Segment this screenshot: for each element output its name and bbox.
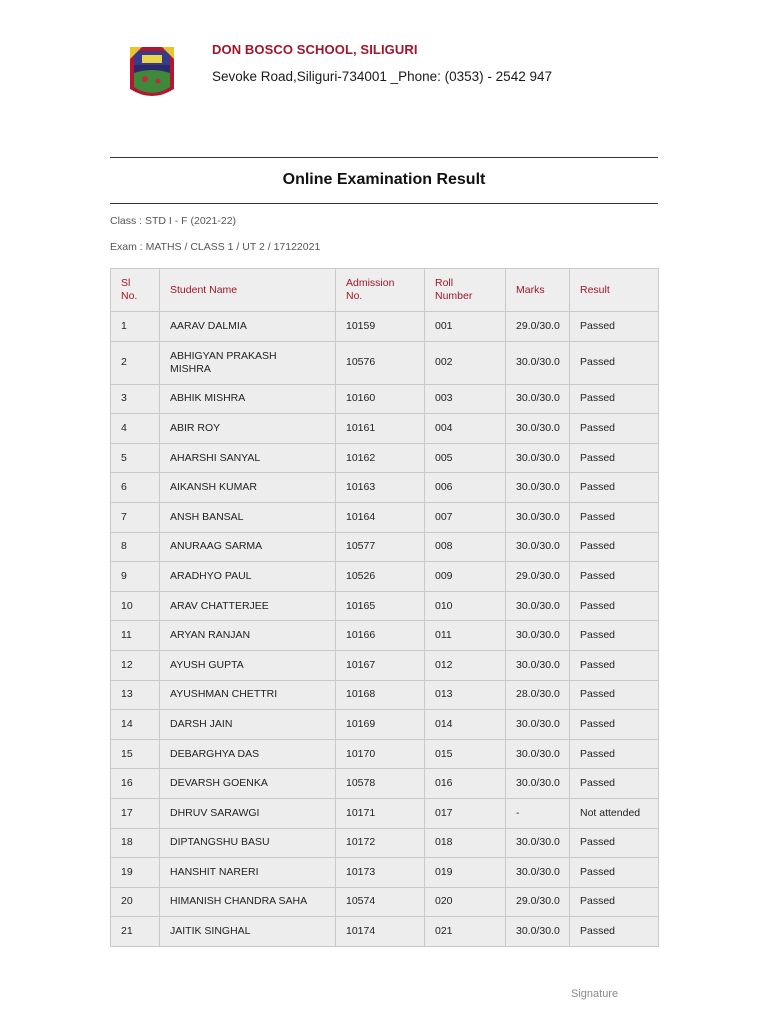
- cell-sl: 5: [111, 443, 160, 473]
- cell-marks: 30.0/30.0: [506, 341, 570, 384]
- cell-name: ARAV CHATTERJEE: [160, 591, 336, 621]
- cell-roll: 021: [425, 917, 506, 947]
- table-row: [111, 650, 659, 680]
- cell-roll: 019: [425, 858, 506, 888]
- cell-adm: 10168: [336, 680, 425, 710]
- cell-marks: -: [506, 798, 570, 828]
- cell-sl: 4: [111, 414, 160, 444]
- cell-name: JAITIK SINGHAL: [160, 917, 336, 947]
- table-header-row: [111, 269, 659, 312]
- cell-result: Passed: [570, 502, 659, 532]
- cell-sl: 19: [111, 858, 160, 888]
- cell-sl: 18: [111, 828, 160, 858]
- cell-result: Passed: [570, 341, 659, 384]
- cell-adm: 10159: [336, 312, 425, 342]
- table-row: [111, 798, 659, 828]
- signature-label: Signature: [571, 988, 619, 1000]
- cell-roll: 018: [425, 828, 506, 858]
- cell-result: Passed: [570, 828, 659, 858]
- cell-result: Passed: [570, 562, 659, 592]
- results-table: [110, 268, 659, 947]
- cell-roll: 008: [425, 532, 506, 562]
- cell-adm: 10163: [336, 473, 425, 503]
- cell-result: Passed: [570, 621, 659, 651]
- cell-sl: 17: [111, 798, 160, 828]
- cell-sl: 6: [111, 473, 160, 503]
- cell-marks: 30.0/30.0: [506, 858, 570, 888]
- cell-sl: 20: [111, 887, 160, 917]
- header-result: Result: [570, 269, 659, 312]
- cell-result: Passed: [570, 887, 659, 917]
- cell-marks: 30.0/30.0: [506, 710, 570, 740]
- cell-sl: 10: [111, 591, 160, 621]
- cell-result: Passed: [570, 443, 659, 473]
- table-row: [111, 769, 659, 799]
- cell-sl: 21: [111, 917, 160, 947]
- cell-marks: 29.0/30.0: [506, 562, 570, 592]
- cell-adm: 10165: [336, 591, 425, 621]
- table-row: [111, 502, 659, 532]
- cell-adm: 10574: [336, 887, 425, 917]
- cell-result: Passed: [570, 312, 659, 342]
- header-student-name: Student Name: [160, 269, 336, 312]
- cell-roll: 001: [425, 312, 506, 342]
- cell-name: ARYAN RANJAN: [160, 621, 336, 651]
- cell-name: ANURAAG SARMA: [160, 532, 336, 562]
- cell-roll: 003: [425, 384, 506, 414]
- divider-top: [110, 157, 658, 158]
- cell-sl: 7: [111, 502, 160, 532]
- cell-adm: 10166: [336, 621, 425, 651]
- cell-marks: 30.0/30.0: [506, 769, 570, 799]
- table-row: [111, 858, 659, 888]
- cell-name: HANSHIT NARERI: [160, 858, 336, 888]
- header-marks: Marks: [506, 269, 570, 312]
- cell-result: Passed: [570, 710, 659, 740]
- cell-roll: 009: [425, 562, 506, 592]
- cell-name: DEVARSH GOENKA: [160, 769, 336, 799]
- school-name: DON BOSCO SCHOOL, SILIGURI: [212, 42, 418, 57]
- cell-roll: 015: [425, 739, 506, 769]
- cell-roll: 017: [425, 798, 506, 828]
- cell-sl: 12: [111, 650, 160, 680]
- table-row: [111, 341, 659, 384]
- cell-name: HIMANISH CHANDRA SAHA: [160, 887, 336, 917]
- cell-sl: 14: [111, 710, 160, 740]
- table-row: [111, 312, 659, 342]
- cell-sl: 2: [111, 341, 160, 384]
- table-row: [111, 739, 659, 769]
- cell-name: DIPTANGSHU BASU: [160, 828, 336, 858]
- cell-name: ARADHYO PAUL: [160, 562, 336, 592]
- cell-sl: 13: [111, 680, 160, 710]
- cell-marks: 30.0/30.0: [506, 384, 570, 414]
- cell-adm: 10171: [336, 798, 425, 828]
- cell-adm: 10167: [336, 650, 425, 680]
- cell-result: Passed: [570, 384, 659, 414]
- cell-name: ABHIGYAN PRAKASH MISHRA: [160, 341, 336, 384]
- table-row: [111, 384, 659, 414]
- cell-adm: 10164: [336, 502, 425, 532]
- school-crest-icon: [128, 45, 176, 103]
- cell-name: DHRUV SARAWGI: [160, 798, 336, 828]
- cell-result: Passed: [570, 473, 659, 503]
- cell-roll: 006: [425, 473, 506, 503]
- cell-marks: 30.0/30.0: [506, 473, 570, 503]
- cell-adm: 10526: [336, 562, 425, 592]
- table-row: [111, 828, 659, 858]
- cell-adm: 10170: [336, 739, 425, 769]
- cell-roll: 004: [425, 414, 506, 444]
- table-row: [111, 473, 659, 503]
- cell-result: Passed: [570, 532, 659, 562]
- cell-marks: 28.0/30.0: [506, 680, 570, 710]
- cell-marks: 29.0/30.0: [506, 312, 570, 342]
- cell-roll: 012: [425, 650, 506, 680]
- cell-roll: 014: [425, 710, 506, 740]
- table-row: [111, 562, 659, 592]
- cell-sl: 8: [111, 532, 160, 562]
- cell-adm: 10577: [336, 532, 425, 562]
- cell-adm: 10173: [336, 858, 425, 888]
- cell-name: AHARSHI SANYAL: [160, 443, 336, 473]
- cell-name: DARSH JAIN: [160, 710, 336, 740]
- cell-result: Passed: [570, 680, 659, 710]
- header-sl-no: Sl No.: [111, 269, 160, 312]
- cell-adm: 10576: [336, 341, 425, 384]
- table-row: [111, 443, 659, 473]
- table-row: [111, 414, 659, 444]
- cell-result: Passed: [570, 739, 659, 769]
- cell-name: ANSH BANSAL: [160, 502, 336, 532]
- cell-marks: 30.0/30.0: [506, 443, 570, 473]
- cell-roll: 016: [425, 769, 506, 799]
- cell-name: DEBARGHYA DAS: [160, 739, 336, 769]
- cell-marks: 30.0/30.0: [506, 532, 570, 562]
- cell-adm: 10172: [336, 828, 425, 858]
- cell-marks: 30.0/30.0: [506, 502, 570, 532]
- cell-adm: 10162: [336, 443, 425, 473]
- cell-result: Passed: [570, 858, 659, 888]
- cell-sl: 9: [111, 562, 160, 592]
- table-row: [111, 532, 659, 562]
- cell-roll: 010: [425, 591, 506, 621]
- cell-marks: 30.0/30.0: [506, 650, 570, 680]
- table-row: [111, 887, 659, 917]
- cell-marks: 30.0/30.0: [506, 828, 570, 858]
- cell-roll: 007: [425, 502, 506, 532]
- divider-bottom: [110, 203, 658, 204]
- cell-name: AARAV DALMIA: [160, 312, 336, 342]
- cell-roll: 020: [425, 887, 506, 917]
- cell-sl: 15: [111, 739, 160, 769]
- cell-marks: 30.0/30.0: [506, 739, 570, 769]
- cell-roll: 011: [425, 621, 506, 651]
- cell-marks: 30.0/30.0: [506, 414, 570, 444]
- cell-sl: 16: [111, 769, 160, 799]
- cell-adm: 10160: [336, 384, 425, 414]
- table-row: [111, 917, 659, 947]
- table-row: [111, 621, 659, 651]
- cell-marks: 30.0/30.0: [506, 917, 570, 947]
- cell-result: Passed: [570, 591, 659, 621]
- exam-info: Exam : MATHS / CLASS 1 / UT 2 / 17122021: [110, 241, 321, 253]
- table-row: [111, 680, 659, 710]
- table-row: [111, 591, 659, 621]
- cell-result: Passed: [570, 917, 659, 947]
- cell-marks: 30.0/30.0: [506, 591, 570, 621]
- cell-sl: 1: [111, 312, 160, 342]
- cell-name: AYUSH GUPTA: [160, 650, 336, 680]
- cell-marks: 29.0/30.0: [506, 887, 570, 917]
- school-address: Sevoke Road,Siliguri-734001 _Phone: (0353) - 2542 947: [212, 69, 552, 84]
- cell-result: Not attended: [570, 798, 659, 828]
- class-info: Class : STD I - F (2021-22): [110, 215, 237, 227]
- cell-name: ABIR ROY: [160, 414, 336, 444]
- table-row: [111, 710, 659, 740]
- cell-adm: 10174: [336, 917, 425, 947]
- cell-sl: 11: [111, 621, 160, 651]
- cell-sl: 3: [111, 384, 160, 414]
- cell-name: AYUSHMAN CHETTRI: [160, 680, 336, 710]
- cell-adm: 10578: [336, 769, 425, 799]
- cell-roll: 005: [425, 443, 506, 473]
- cell-result: Passed: [570, 769, 659, 799]
- cell-marks: 30.0/30.0: [506, 621, 570, 651]
- cell-roll: 013: [425, 680, 506, 710]
- header-roll-number: Roll Number: [425, 269, 506, 312]
- cell-result: Passed: [570, 414, 659, 444]
- cell-adm: 10161: [336, 414, 425, 444]
- cell-roll: 002: [425, 341, 506, 384]
- cell-name: ABHIK MISHRA: [160, 384, 336, 414]
- page-title: Online Examination Result: [282, 171, 486, 188]
- cell-adm: 10169: [336, 710, 425, 740]
- cell-result: Passed: [570, 650, 659, 680]
- cell-name: AIKANSH KUMAR: [160, 473, 336, 503]
- header-admission-no: Admission No.: [336, 269, 425, 312]
